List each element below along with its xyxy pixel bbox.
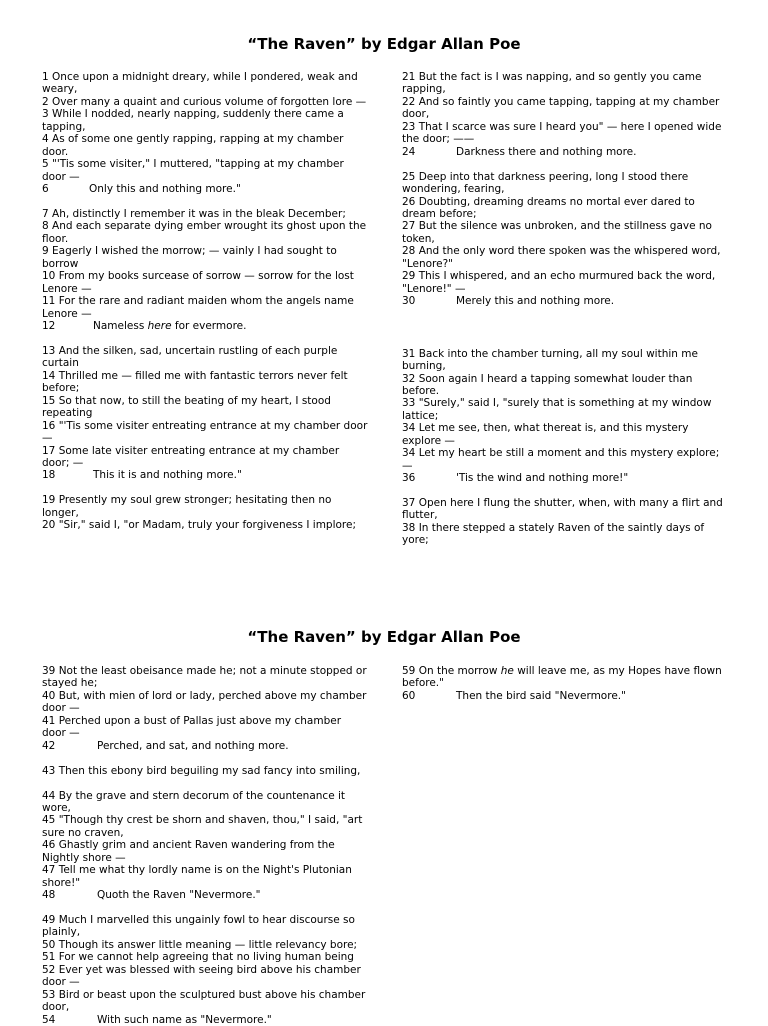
poem-line-39: 39 Not the least obeisance made he; not a minute stopped or stayed he; xyxy=(42,665,367,690)
poem-line-47: 47 Tell me what thy lordly name is on the Night's Plutonian shore!" xyxy=(42,864,352,889)
line-text: 59 On the morrow xyxy=(402,665,501,677)
poem-line-19: 19 Presently my soul grew stronger; hesitating then no longer, xyxy=(42,494,332,519)
stanza-gap xyxy=(42,752,368,764)
poem-line-7: 7 Ah, distinctly I remember it was in the bleak December; xyxy=(42,207,346,220)
poem-line-38: 38 In there stepped a stately Raven of the saintly days of yore; xyxy=(402,521,705,547)
poem-line-8: 8 And each separate dying ember wrought its ghost upon the floor. xyxy=(42,220,367,245)
poem-line-36 xyxy=(402,472,730,484)
line-number: 30 xyxy=(402,295,416,308)
poem-line-60 xyxy=(402,690,730,702)
poem-line-37: 37 Open here I flung the shutter, when, with many a flirt and flutter, xyxy=(402,497,723,522)
poem-line-51: 51 For we cannot help agreeing that no living human being xyxy=(42,951,354,964)
poem-line-54 xyxy=(42,1014,368,1026)
poem-line-44: 44 By the grave and stern decorum of the countenance it wore, xyxy=(42,789,346,814)
line-number: 48 xyxy=(42,889,56,902)
line-number: 54 xyxy=(42,1013,56,1026)
poem-line-30 xyxy=(402,295,730,307)
poem-line-12 xyxy=(42,320,368,332)
poem-line-42 xyxy=(42,740,368,752)
poem-line-24 xyxy=(402,146,730,158)
page-2-title: “The Raven” by Edgar Allan Poe xyxy=(247,628,521,646)
poem-line-43: 43 Then this ebony bird beguiling my sad fancy into smiling, xyxy=(42,764,361,777)
poem-line-25: 25 Deep into that darkness peering, long I stood there wondering, fearing, xyxy=(402,170,689,196)
page-2-right-column xyxy=(402,665,730,702)
poem-line-14: 14 Thrilled me — filled me with fantastic terrors never felt before; xyxy=(42,369,348,395)
poem-line-49: 49 Much I marvelled this ungainly fowl to hear discourse so plainly, xyxy=(42,914,355,939)
poem-line-20: 20 "Sir," said I, "or Madam, truly your forgiveness I implore; xyxy=(42,519,357,532)
poem-line-52: 52 Ever yet was blessed with seeing bird above his chamber door — xyxy=(42,963,361,989)
line-text: 'Tis the wind and nothing more!" xyxy=(456,472,629,485)
line-text: Perched, and sat, and nothing more. xyxy=(97,739,289,752)
line-number: 18 xyxy=(42,469,56,482)
poem-line-31: 31 Back into the chamber turning, all my soul within me burning, xyxy=(402,347,698,373)
line-number: 42 xyxy=(42,739,56,752)
stanza-gap xyxy=(42,902,368,914)
poem-line-46: 46 Ghastly grim and ancient Raven wandering from the Nightly shore — xyxy=(42,839,335,864)
poem-line-33: 33 "Surely," said I, "surely that is something at my window lattice; xyxy=(402,397,712,422)
poem-line-34a: 34 Let me see, then, what thereat is, and this mystery explore — xyxy=(402,422,689,447)
page-2-left-column xyxy=(42,665,368,1026)
stanza-gap xyxy=(402,158,730,170)
line-text: Then the bird said "Nevermore." xyxy=(456,689,626,702)
poem-line-40: 40 But, with mien of lord or lady, perched above my chamber door — xyxy=(42,689,367,715)
poem-line-50: 50 Though its answer little meaning — little relevancy bore; xyxy=(42,938,358,951)
poem-line-21: 21 But the fact is I was napping, and so gently you came rapping, xyxy=(402,71,702,96)
poem-line-23: 23 That I scarce was sure I heard you" — here I opened wide the door; —— xyxy=(402,120,722,146)
poem-line-11: 11 For the rare and radiant maiden whom the angels name Lenore — xyxy=(42,295,354,320)
poem-line-5: 5 "'Tis some visiter," I muttered, "tapping at my chamber door — xyxy=(42,158,344,183)
line-text: for evermore. xyxy=(171,320,247,333)
poem-line-4: 4 As of some one gently rapping, rapping at my chamber door. xyxy=(42,133,344,158)
poem-line-59 xyxy=(402,665,730,690)
poem-line-26: 26 Doubting, dreaming dreams no mortal ever dared to dream before; xyxy=(402,195,695,220)
line-number: 60 xyxy=(402,689,416,702)
line-text: Merely this and nothing more. xyxy=(456,295,615,308)
stanza-gap xyxy=(42,333,368,345)
poem-line-10: 10 From my books surcease of sorrow — sorrow for the lost Lenore — xyxy=(42,270,354,295)
poem-line-45: 45 "Though thy crest be shorn and shaven, thou," I said, "art sure no craven, xyxy=(42,814,363,839)
poem-line-9: 9 Eagerly I wished the morrow; — vainly I had sought to borrow xyxy=(42,245,337,270)
poem-line-34b: 34 Let my heart be still a moment and this mystery explore; — xyxy=(402,447,720,472)
poem-line-2: 2 Over many a quaint and curious volume of forgotten lore — xyxy=(42,95,367,108)
poem-line-48 xyxy=(42,889,368,901)
poem-line-15: 15 So that now, to still the beating of my heart, I stood repeating xyxy=(42,394,331,420)
poem-line-29: 29 This I whispered, and an echo murmured back the word, "Lenore!" — xyxy=(402,270,716,295)
poem-line-27: 27 But the silence was unbroken, and the stillness gave no token, xyxy=(402,220,712,245)
stanza-gap xyxy=(402,308,730,348)
poem-line-1: 1 Once upon a midnight dreary, while I pondered, weak and weary, xyxy=(42,71,358,96)
page-1-right-column xyxy=(402,71,730,547)
poem-line-3: 3 While I nodded, nearly napping, suddenly there came a tapping, xyxy=(42,108,344,133)
poem-line-16: 16 "'Tis some visiter entreating entrance at my chamber door — xyxy=(42,419,368,445)
line-number: 24 xyxy=(402,145,416,158)
line-number: 12 xyxy=(42,320,56,333)
poem-line-53: 53 Bird or beast upon the sculptured bust above his chamber door, xyxy=(42,988,366,1014)
poem-line-41: 41 Perched upon a bust of Pallas just above my chamber door — xyxy=(42,714,342,740)
poem-line-28: 28 And the only word there spoken was the whispered word, "Lenore?" xyxy=(402,245,721,270)
stanza-gap xyxy=(42,482,368,494)
line-text: With such name as "Nevermore." xyxy=(97,1013,272,1026)
line-number: 36 xyxy=(402,472,416,485)
stanza-gap xyxy=(42,777,368,789)
poem-line-22: 22 And so faintly you came tapping, tapping at my chamber door, xyxy=(402,95,720,121)
page-1-left-column xyxy=(42,71,368,532)
line-text: Quoth the Raven "Nevermore." xyxy=(97,889,261,902)
emphasis-text: he xyxy=(500,665,514,677)
line-text: Darkness there and nothing more. xyxy=(456,145,637,158)
line-text: This it is and nothing more." xyxy=(93,469,242,482)
stanza-gap xyxy=(42,196,368,208)
emphasis-text: here xyxy=(147,320,172,333)
line-text: will leave me, as my Hopes have flown before." xyxy=(402,665,722,690)
poem-line-6 xyxy=(42,183,368,195)
stanza-gap xyxy=(402,485,730,497)
line-text: Only this and nothing more." xyxy=(89,183,241,196)
poem-line-32: 32 Soon again I heard a tapping somewhat louder than before. xyxy=(402,372,693,397)
poem-line-17: 17 Some late visiter entreating entrance at my chamber door; — xyxy=(42,444,340,470)
page-1-title: “The Raven” by Edgar Allan Poe xyxy=(247,35,521,53)
poem-line-13: 13 And the silken, sad, uncertain rustling of each purple curtain xyxy=(42,344,338,370)
poem-line-18 xyxy=(42,469,368,481)
line-number: 6 xyxy=(42,183,49,196)
line-text: Nameless xyxy=(93,320,148,333)
